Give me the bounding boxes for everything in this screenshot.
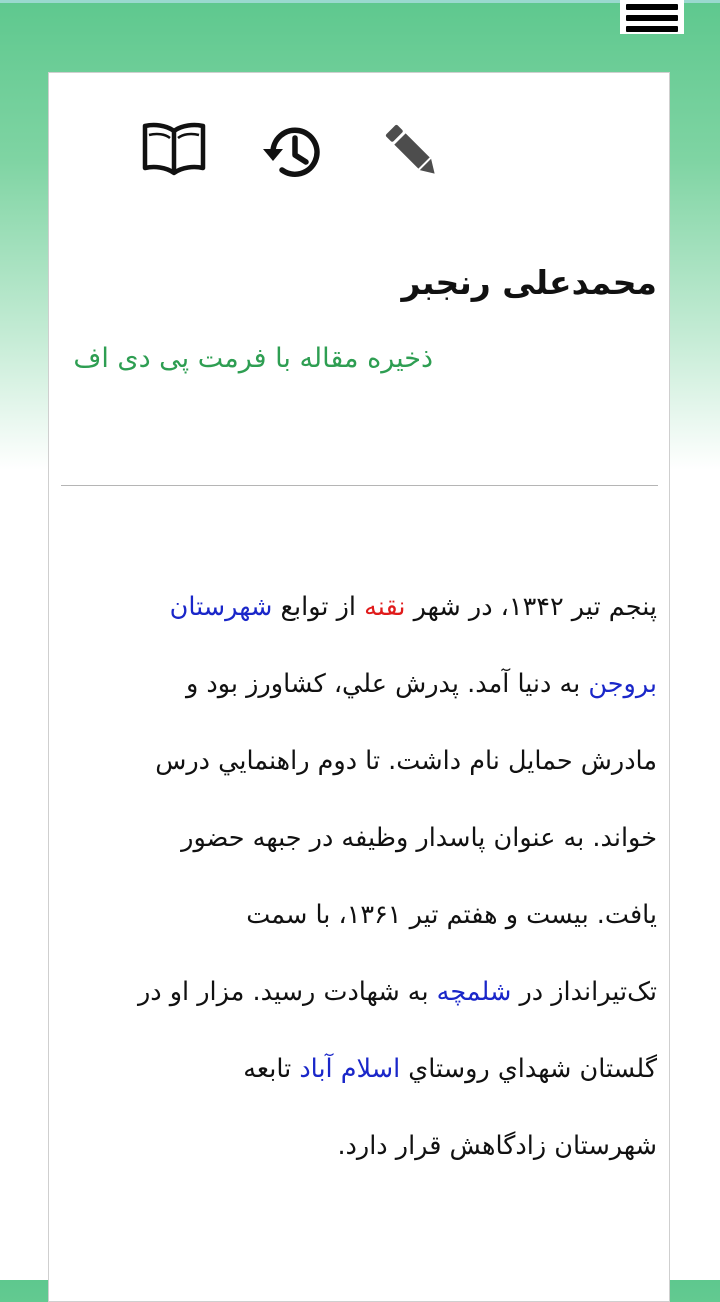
article-line xyxy=(82,954,657,1031)
article-body xyxy=(82,569,657,1185)
article-line xyxy=(82,1108,657,1185)
article-text: به شهادت رسيد. مزار او در xyxy=(137,977,437,1007)
article-text: تابعه xyxy=(243,1054,300,1084)
edit-pencil-icon[interactable] xyxy=(377,116,447,186)
article-text: يافت. بيست و هفتم تير ۱۳۶۱، با سمت xyxy=(246,900,657,930)
article-text: پنجم تیر ۱۳۴۲، در شهر xyxy=(405,592,657,622)
article-line xyxy=(82,877,657,954)
menu-bar xyxy=(626,15,678,21)
menu-bar xyxy=(626,26,678,32)
history-icon[interactable] xyxy=(258,116,328,186)
article-line xyxy=(82,646,657,723)
link-shahrestan[interactable]: شهرستان xyxy=(169,592,273,622)
article-text: خواند. به عنوان پاسدار وظيفه در جبهه حضور xyxy=(181,823,657,853)
divider xyxy=(61,485,658,486)
menu-bar xyxy=(626,4,678,10)
page-title: محمدعلی رنجبر xyxy=(401,263,657,302)
hamburger-menu-icon[interactable] xyxy=(620,0,684,34)
book-open-icon[interactable] xyxy=(139,113,209,183)
article-line xyxy=(82,1031,657,1108)
link-shalamcheh[interactable]: شلمچه xyxy=(436,977,512,1007)
save-pdf-link[interactable]: ذخیره مقاله با فرمت پی دی اف xyxy=(73,343,433,374)
article-line xyxy=(82,569,657,646)
link-naqneh[interactable]: نقنه xyxy=(364,592,406,622)
article-line xyxy=(82,723,657,800)
top-edge-line xyxy=(0,0,720,3)
article-line xyxy=(82,800,657,877)
article-card xyxy=(48,72,670,1302)
article-text: شهرستان زادگاهش قرار دارد. xyxy=(337,1131,657,1161)
article-text: به دنیا آمد. پدرش علي، کشاورز بود و xyxy=(185,669,589,699)
article-text: تک‌تیرانداز در xyxy=(511,977,657,1007)
article-text: مادرش حمايل نام داشت. تا دوم راهنمايي درس xyxy=(155,746,657,776)
link-eslamabad[interactable]: اسلام آباد xyxy=(299,1054,401,1084)
link-borujen[interactable]: بروجن xyxy=(588,669,657,699)
article-text: از توابع xyxy=(272,592,365,622)
article-text: گلستان شهداي روستاي xyxy=(400,1054,657,1084)
